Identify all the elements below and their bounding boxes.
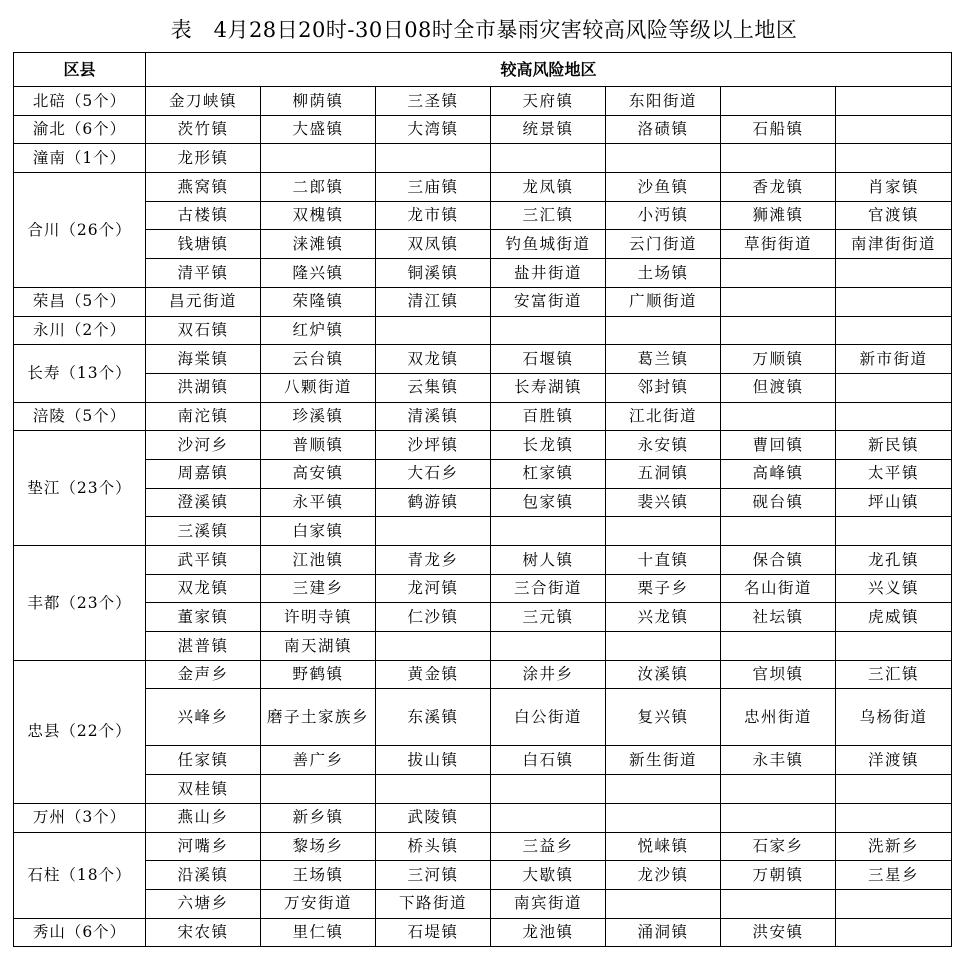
- table-row: [14, 144, 952, 173]
- table-row: [14, 861, 952, 890]
- area-cell: 高峰镇: [721, 459, 836, 488]
- area-cell: 南津街街道: [836, 230, 952, 259]
- area-cell: [836, 373, 952, 402]
- area-cell: 二郎镇: [261, 173, 376, 202]
- area-cell: 大石乡: [376, 459, 491, 488]
- area-cell: 天府镇: [491, 87, 606, 116]
- area-cell: 三益乡: [491, 832, 606, 861]
- table-row: [14, 775, 952, 804]
- area-cell: 龙凤镇: [491, 173, 606, 202]
- area-cell: 太平镇: [836, 459, 952, 488]
- table-row: [14, 546, 952, 575]
- area-cell: [836, 632, 952, 661]
- area-cell: 茨竹镇: [146, 115, 261, 144]
- area-cell: 大歇镇: [491, 861, 606, 890]
- area-cell: 栗子乡: [606, 574, 721, 603]
- area-cell: [721, 775, 836, 804]
- area-cell: 万朝镇: [721, 861, 836, 890]
- area-cell: 坪山镇: [836, 488, 952, 517]
- area-cell: 长寿湖镇: [491, 373, 606, 402]
- area-cell: 兴龙镇: [606, 603, 721, 632]
- area-cell: 三建乡: [261, 574, 376, 603]
- county-cell: 潼南（1个）: [14, 144, 146, 173]
- table-row: [14, 803, 952, 832]
- area-cell: 乌杨街道: [836, 689, 952, 746]
- area-cell: 善广乡: [261, 746, 376, 775]
- area-cell: 复兴镇: [606, 689, 721, 746]
- area-cell: 龙形镇: [146, 144, 261, 173]
- area-cell: [491, 517, 606, 546]
- area-cell: 宋农镇: [146, 918, 261, 947]
- area-cell: 武平镇: [146, 546, 261, 575]
- area-cell: 清平镇: [146, 259, 261, 288]
- area-cell: [836, 402, 952, 431]
- area-cell: 江池镇: [261, 546, 376, 575]
- area-cell: 万安街道: [261, 889, 376, 918]
- area-cell: 龙市镇: [376, 201, 491, 230]
- area-cell: [721, 87, 836, 116]
- county-cell: 石柱（18个）: [14, 832, 146, 918]
- area-cell: 湛普镇: [146, 632, 261, 661]
- area-cell: 三星乡: [836, 861, 952, 890]
- area-cell: 金声乡: [146, 660, 261, 689]
- area-cell: 双龙镇: [376, 345, 491, 374]
- area-cell: 白家镇: [261, 517, 376, 546]
- area-cell: 云集镇: [376, 373, 491, 402]
- county-cell: 长寿（13个）: [14, 345, 146, 402]
- table-row: [14, 259, 952, 288]
- area-cell: 洗新乡: [836, 832, 952, 861]
- area-cell: 小沔镇: [606, 201, 721, 230]
- table-title: 表 4月28日20时-30日08时全市暴雨灾害较高风险等级以上地区: [170, 18, 798, 42]
- area-cell: 周嘉镇: [146, 459, 261, 488]
- area-cell: 沙鱼镇: [606, 173, 721, 202]
- county-cell: 合川（26个）: [14, 173, 146, 288]
- table-row: [14, 287, 952, 316]
- area-cell: 河嘴乡: [146, 832, 261, 861]
- risk-areas-table: [13, 52, 952, 947]
- area-cell: 三河镇: [376, 861, 491, 890]
- area-cell: 高安镇: [261, 459, 376, 488]
- area-cell: [836, 115, 952, 144]
- area-cell: 柳荫镇: [261, 87, 376, 116]
- area-cell: 洋渡镇: [836, 746, 952, 775]
- area-cell: 新乡镇: [261, 803, 376, 832]
- table-row: [14, 173, 952, 202]
- area-cell: [376, 517, 491, 546]
- area-cell: 新生街道: [606, 746, 721, 775]
- area-cell: 武陵镇: [376, 803, 491, 832]
- area-cell: 百胜镇: [491, 402, 606, 431]
- area-cell: 统景镇: [491, 115, 606, 144]
- area-cell: 清江镇: [376, 287, 491, 316]
- area-cell: 龙孔镇: [836, 546, 952, 575]
- area-cell: 安富街道: [491, 287, 606, 316]
- area-cell: 大盛镇: [261, 115, 376, 144]
- area-cell: 鹤游镇: [376, 488, 491, 517]
- table-row: [14, 660, 952, 689]
- table-row: [14, 918, 952, 947]
- area-cell: 三庙镇: [376, 173, 491, 202]
- table-row: [14, 230, 952, 259]
- area-cell: [606, 803, 721, 832]
- county-cell: 丰都（23个）: [14, 546, 146, 661]
- area-cell: 南沱镇: [146, 402, 261, 431]
- area-cell: 荣隆镇: [261, 287, 376, 316]
- area-cell: 六塘乡: [146, 889, 261, 918]
- area-cell: 盐井街道: [491, 259, 606, 288]
- area-cell: 双石镇: [146, 316, 261, 345]
- area-cell: 香龙镇: [721, 173, 836, 202]
- table-row: [14, 373, 952, 402]
- area-cell: 汝溪镇: [606, 660, 721, 689]
- area-cell: [836, 287, 952, 316]
- area-cell: 古楼镇: [146, 201, 261, 230]
- area-cell: [836, 144, 952, 173]
- table-row: [14, 459, 952, 488]
- area-cell: 悦崃镇: [606, 832, 721, 861]
- area-cell: 石堰镇: [491, 345, 606, 374]
- area-cell: [836, 316, 952, 345]
- area-cell: 燕窝镇: [146, 173, 261, 202]
- area-cell: 包家镇: [491, 488, 606, 517]
- area-cell: [721, 144, 836, 173]
- area-cell: 普顺镇: [261, 431, 376, 460]
- table-row: [14, 746, 952, 775]
- area-cell: 双桂镇: [146, 775, 261, 804]
- area-cell: [836, 775, 952, 804]
- area-cell: 江北街道: [606, 402, 721, 431]
- area-cell: 新市街道: [836, 345, 952, 374]
- area-cell: 云台镇: [261, 345, 376, 374]
- table-row: [14, 87, 952, 116]
- area-cell: 洛碛镇: [606, 115, 721, 144]
- area-cell: 桥头镇: [376, 832, 491, 861]
- area-cell: [836, 889, 952, 918]
- area-cell: [721, 316, 836, 345]
- county-cell: 永川（2个）: [14, 316, 146, 345]
- area-cell: 土场镇: [606, 259, 721, 288]
- area-cell: 肖家镇: [836, 173, 952, 202]
- county-cell: 垫江（23个）: [14, 431, 146, 546]
- area-cell: 曹回镇: [721, 431, 836, 460]
- area-cell: [606, 775, 721, 804]
- table-row: [14, 402, 952, 431]
- area-cell: 董家镇: [146, 603, 261, 632]
- table-row: [14, 488, 952, 517]
- table-row: [14, 517, 952, 546]
- area-cell: [606, 889, 721, 918]
- area-cell: 金刀峡镇: [146, 87, 261, 116]
- area-cell: 永平镇: [261, 488, 376, 517]
- area-cell: 任家镇: [146, 746, 261, 775]
- area-cell: 沿溪镇: [146, 861, 261, 890]
- area-cell: [491, 144, 606, 173]
- area-cell: 沙河乡: [146, 431, 261, 460]
- area-cell: 清溪镇: [376, 402, 491, 431]
- area-cell: 官渡镇: [836, 201, 952, 230]
- area-cell: 兴峰乡: [146, 689, 261, 746]
- area-cell: 沙坪镇: [376, 431, 491, 460]
- area-cell: [491, 632, 606, 661]
- area-cell: 涞滩镇: [261, 230, 376, 259]
- area-cell: [376, 144, 491, 173]
- area-cell: 燕山乡: [146, 803, 261, 832]
- area-cell: [606, 144, 721, 173]
- table-row: [14, 832, 952, 861]
- area-cell: 钱塘镇: [146, 230, 261, 259]
- area-cell: 虎威镇: [836, 603, 952, 632]
- area-cell: 杠家镇: [491, 459, 606, 488]
- area-cell: 野鹤镇: [261, 660, 376, 689]
- area-cell: 长龙镇: [491, 431, 606, 460]
- county-cell: 万州（3个）: [14, 803, 146, 832]
- area-cell: 铜溪镇: [376, 259, 491, 288]
- area-cell: 三元镇: [491, 603, 606, 632]
- area-cell: 龙河镇: [376, 574, 491, 603]
- area-cell: [491, 775, 606, 804]
- table-row: [14, 574, 952, 603]
- area-cell: 万顺镇: [721, 345, 836, 374]
- table-row: [14, 889, 952, 918]
- area-cell: [606, 632, 721, 661]
- county-cell: 北碚（5个）: [14, 87, 146, 116]
- area-cell: 海棠镇: [146, 345, 261, 374]
- area-cell: [836, 918, 952, 947]
- area-cell: [606, 517, 721, 546]
- area-cell: 涂井乡: [491, 660, 606, 689]
- area-cell: 八颗街道: [261, 373, 376, 402]
- table-row: [14, 345, 952, 374]
- area-cell: 双槐镇: [261, 201, 376, 230]
- area-cell: 钓鱼城街道: [491, 230, 606, 259]
- area-cell: [376, 632, 491, 661]
- area-cell: 澄溪镇: [146, 488, 261, 517]
- area-cell: 磨子土家族乡: [261, 689, 376, 746]
- area-cell: [376, 316, 491, 345]
- area-cell: 砚台镇: [721, 488, 836, 517]
- area-cell: 忠州街道: [721, 689, 836, 746]
- area-cell: 三合街道: [491, 574, 606, 603]
- area-cell: [721, 803, 836, 832]
- area-cell: [836, 259, 952, 288]
- area-cell: [721, 402, 836, 431]
- area-cell: [721, 889, 836, 918]
- area-cell: 里仁镇: [261, 918, 376, 947]
- area-cell: 昌元街道: [146, 287, 261, 316]
- area-cell: 狮滩镇: [721, 201, 836, 230]
- area-cell: 邻封镇: [606, 373, 721, 402]
- area-cell: [376, 775, 491, 804]
- table-row: [14, 316, 952, 345]
- area-cell: 五洞镇: [606, 459, 721, 488]
- area-cell: 许明寺镇: [261, 603, 376, 632]
- area-cell: 下路街道: [376, 889, 491, 918]
- county-cell: 秀山（6个）: [14, 918, 146, 947]
- area-cell: 名山街道: [721, 574, 836, 603]
- table-row: [14, 632, 952, 661]
- table-row: [14, 115, 952, 144]
- area-cell: 云门街道: [606, 230, 721, 259]
- header-row: [14, 53, 952, 87]
- area-cell: [836, 87, 952, 116]
- area-cell: 大湾镇: [376, 115, 491, 144]
- area-cell: 十直镇: [606, 546, 721, 575]
- area-cell: 三圣镇: [376, 87, 491, 116]
- county-cell: 涪陵（5个）: [14, 402, 146, 431]
- area-cell: 黄金镇: [376, 660, 491, 689]
- area-cell: 但渡镇: [721, 373, 836, 402]
- area-cell: 石船镇: [721, 115, 836, 144]
- table-row: [14, 689, 952, 746]
- table-row: [14, 431, 952, 460]
- area-cell: [721, 259, 836, 288]
- area-cell: 青龙乡: [376, 546, 491, 575]
- area-cell: [606, 316, 721, 345]
- area-cell: [721, 517, 836, 546]
- area-cell: 龙沙镇: [606, 861, 721, 890]
- area-cell: [491, 316, 606, 345]
- area-cell: 官坝镇: [721, 660, 836, 689]
- area-cell: 拔山镇: [376, 746, 491, 775]
- area-cell: 红炉镇: [261, 316, 376, 345]
- area-cell: [721, 632, 836, 661]
- area-cell: 珍溪镇: [261, 402, 376, 431]
- area-cell: 双凤镇: [376, 230, 491, 259]
- area-cell: 王场镇: [261, 861, 376, 890]
- area-cell: 洪湖镇: [146, 373, 261, 402]
- area-cell: 永丰镇: [721, 746, 836, 775]
- area-cell: 三汇镇: [491, 201, 606, 230]
- county-cell: 忠县（22个）: [14, 660, 146, 803]
- table-row: [14, 201, 952, 230]
- county-cell: 渝北（6个）: [14, 115, 146, 144]
- area-cell: 石家乡: [721, 832, 836, 861]
- county-cell: 荣昌（5个）: [14, 287, 146, 316]
- area-cell: 石堤镇: [376, 918, 491, 947]
- area-cell: 社坛镇: [721, 603, 836, 632]
- area-cell: 涌洞镇: [606, 918, 721, 947]
- table-row: [14, 603, 952, 632]
- area-cell: [721, 287, 836, 316]
- area-cell: 东阳街道: [606, 87, 721, 116]
- area-cell: 裴兴镇: [606, 488, 721, 517]
- area-cell: 树人镇: [491, 546, 606, 575]
- area-cell: 南天湖镇: [261, 632, 376, 661]
- area-cell: 隆兴镇: [261, 259, 376, 288]
- area-cell: 三汇镇: [836, 660, 952, 689]
- area-cell: 草街街道: [721, 230, 836, 259]
- area-cell: [836, 517, 952, 546]
- area-cell: 兴义镇: [836, 574, 952, 603]
- area-cell: 保合镇: [721, 546, 836, 575]
- header-areas: 较高风险地区: [146, 53, 952, 87]
- header-county: 区县: [14, 53, 146, 87]
- area-cell: [261, 775, 376, 804]
- area-cell: 新民镇: [836, 431, 952, 460]
- area-cell: 三溪镇: [146, 517, 261, 546]
- area-cell: [261, 144, 376, 173]
- area-cell: 永安镇: [606, 431, 721, 460]
- area-cell: [836, 803, 952, 832]
- area-cell: 双龙镇: [146, 574, 261, 603]
- area-cell: 白公街道: [491, 689, 606, 746]
- area-cell: 洪安镇: [721, 918, 836, 947]
- area-cell: 葛兰镇: [606, 345, 721, 374]
- area-cell: 南宾街道: [491, 889, 606, 918]
- area-cell: 黎场乡: [261, 832, 376, 861]
- area-cell: 广顺街道: [606, 287, 721, 316]
- area-cell: 仁沙镇: [376, 603, 491, 632]
- area-cell: [491, 803, 606, 832]
- area-cell: 白石镇: [491, 746, 606, 775]
- area-cell: 龙池镇: [491, 918, 606, 947]
- area-cell: 东溪镇: [376, 689, 491, 746]
